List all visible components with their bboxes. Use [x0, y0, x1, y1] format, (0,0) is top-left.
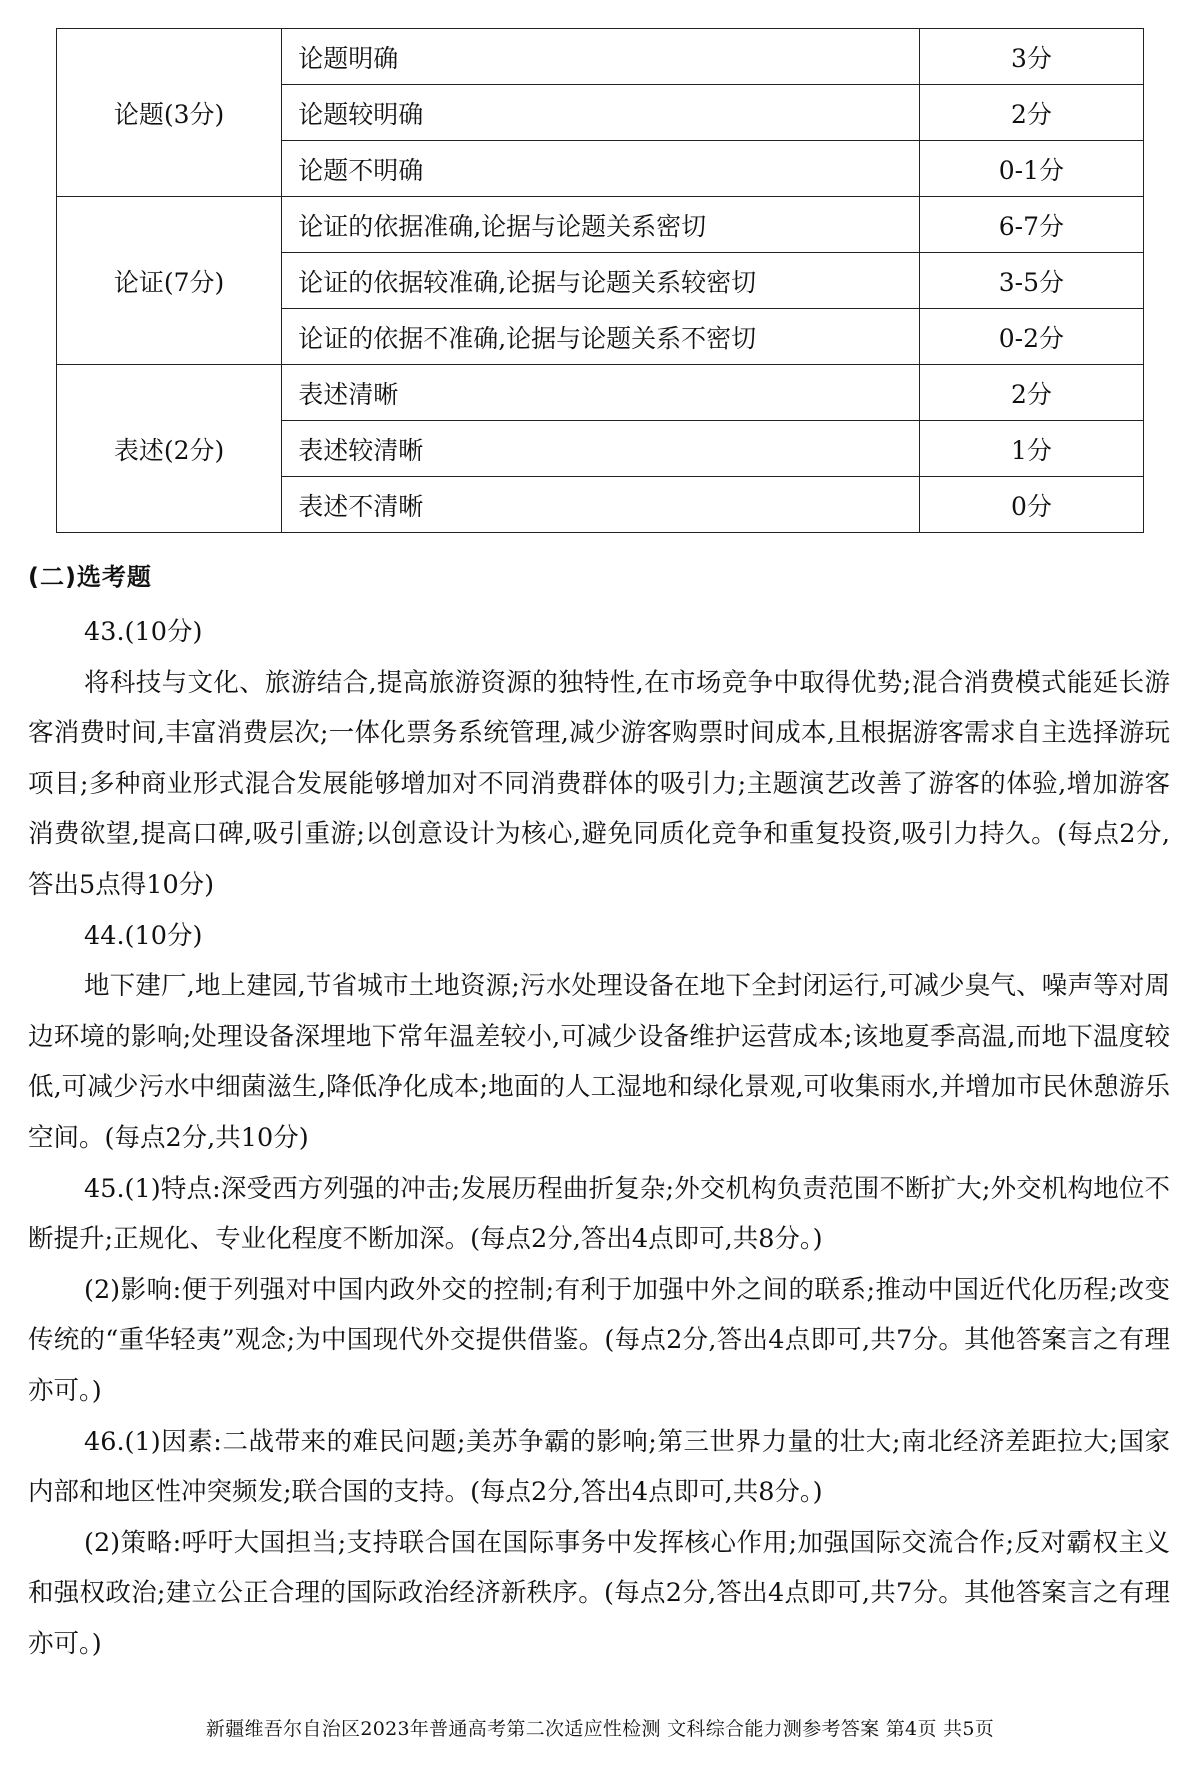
rubric-score: 1分: [919, 421, 1143, 477]
question-43-number: 43.(10分): [84, 617, 203, 647]
rubric-score: 0分: [919, 477, 1143, 533]
rubric-category: 论证(7分): [57, 197, 282, 365]
question-44-answer: 地下建厂,地上建园,节省城市土地资源;污水处理设备在地下全封闭运行,可减少臭气、噪声等对周边环境的影响;处理设备深埋地下常年温差较小,可减少设备维护运营成本;该地夏季高温,而地下温度较低,可减少污水中细菌滋生,降低净化成本;地面的人工湿地和绿化景观,可收集雨水,并增加市民休憩游乐空间。(每点2分,共10分): [28, 971, 1170, 1153]
rubric-category: 论题(3分): [57, 29, 282, 197]
rubric-score: 3分: [919, 29, 1143, 85]
rubric-score: 2分: [919, 85, 1143, 141]
question-46-part1: 46.(1)因素:二战带来的难民问题;美苏争霸的影响;第三世界力量的壮大;南北经济差距拉大;国家内部和地区性冲突频发;联合国的支持。(每点2分,答出4点即可,共8分。): [28, 1426, 1170, 1508]
rubric-criterion: 论证的依据不准确,论据与论题关系不密切: [282, 309, 920, 365]
rubric-criterion: 论证的依据较准确,论据与论题关系较密切: [282, 253, 920, 309]
answer-content: [28, 607, 1170, 1669]
rubric-criterion: 论题不明确: [282, 141, 920, 197]
rubric-score: 3-5分: [919, 253, 1143, 309]
rubric-score: 6-7分: [919, 197, 1143, 253]
question-45-part2: (2)影响:便于列强对中国内政外交的控制;有利于加强中外之间的联系;推动中国近代化历程;改变传统的“重华轻夷”观念;为中国现代外交提供借鉴。(每点2分,答出4点即可,共7分。其他答案言之有理亦可。): [28, 1274, 1170, 1406]
rubric-score: 0-2分: [919, 309, 1143, 365]
rubric-criterion: 表述清晰: [282, 365, 920, 421]
scoring-rubric-table: [56, 28, 1144, 533]
table-row: [57, 365, 1144, 421]
table-row: [57, 29, 1144, 85]
section-heading: (二)选考题: [28, 563, 152, 591]
rubric-score: 0-1分: [919, 141, 1143, 197]
question-45-part1: 45.(1)特点:深受西方列强的冲击;发展历程曲折复杂;外交机构负责范围不断扩大;外交机构地位不断提升;正规化、专业化程度不断加深。(每点2分,答出4点即可,共8分。): [28, 1173, 1170, 1255]
rubric-criterion: 论证的依据准确,论据与论题关系密切: [282, 197, 920, 253]
question-46-part2: (2)策略:呼吁大国担当;支持联合国在国际事务中发挥核心作用;加强国际交流合作;反对霸权主义和强权政治;建立公正合理的国际政治经济新秩序。(每点2分,答出4点即可,共7分。其他答案言之有理亦可。): [28, 1527, 1170, 1659]
page-footer: 新疆维吾尔自治区2023年普通高考第二次适应性检测 文科综合能力测参考答案 第4页 共5页: [205, 1718, 995, 1740]
rubric-category: 表述(2分): [57, 365, 282, 533]
table-row: [57, 197, 1144, 253]
rubric-criterion: 论题明确: [282, 29, 920, 85]
rubric-criterion: 表述不清晰: [282, 477, 920, 533]
question-44-number: 44.(10分): [84, 920, 203, 951]
rubric-score: 2分: [919, 365, 1143, 421]
rubric-criterion: 论题较明确: [282, 85, 920, 141]
question-43-answer: 将科技与文化、旅游结合,提高旅游资源的独特性,在市场竞争中取得优势;混合消费模式能延长游客消费时间,丰富消费层次;一体化票务系统管理,减少游客购票时间成本,且根据游客需求自主选择游玩项目;多种商业形式混合发展能够增加对不同消费群体的吸引力;主题演艺改善了游客的体验,增加游客消费欲望,提高口碑,吸引重游;以创意设计为核心,避免同质化竞争和重复投资,吸引力持久。(每点2分,答出5点得10分): [28, 667, 1170, 900]
rubric-criterion: 表述较清晰: [282, 421, 920, 477]
